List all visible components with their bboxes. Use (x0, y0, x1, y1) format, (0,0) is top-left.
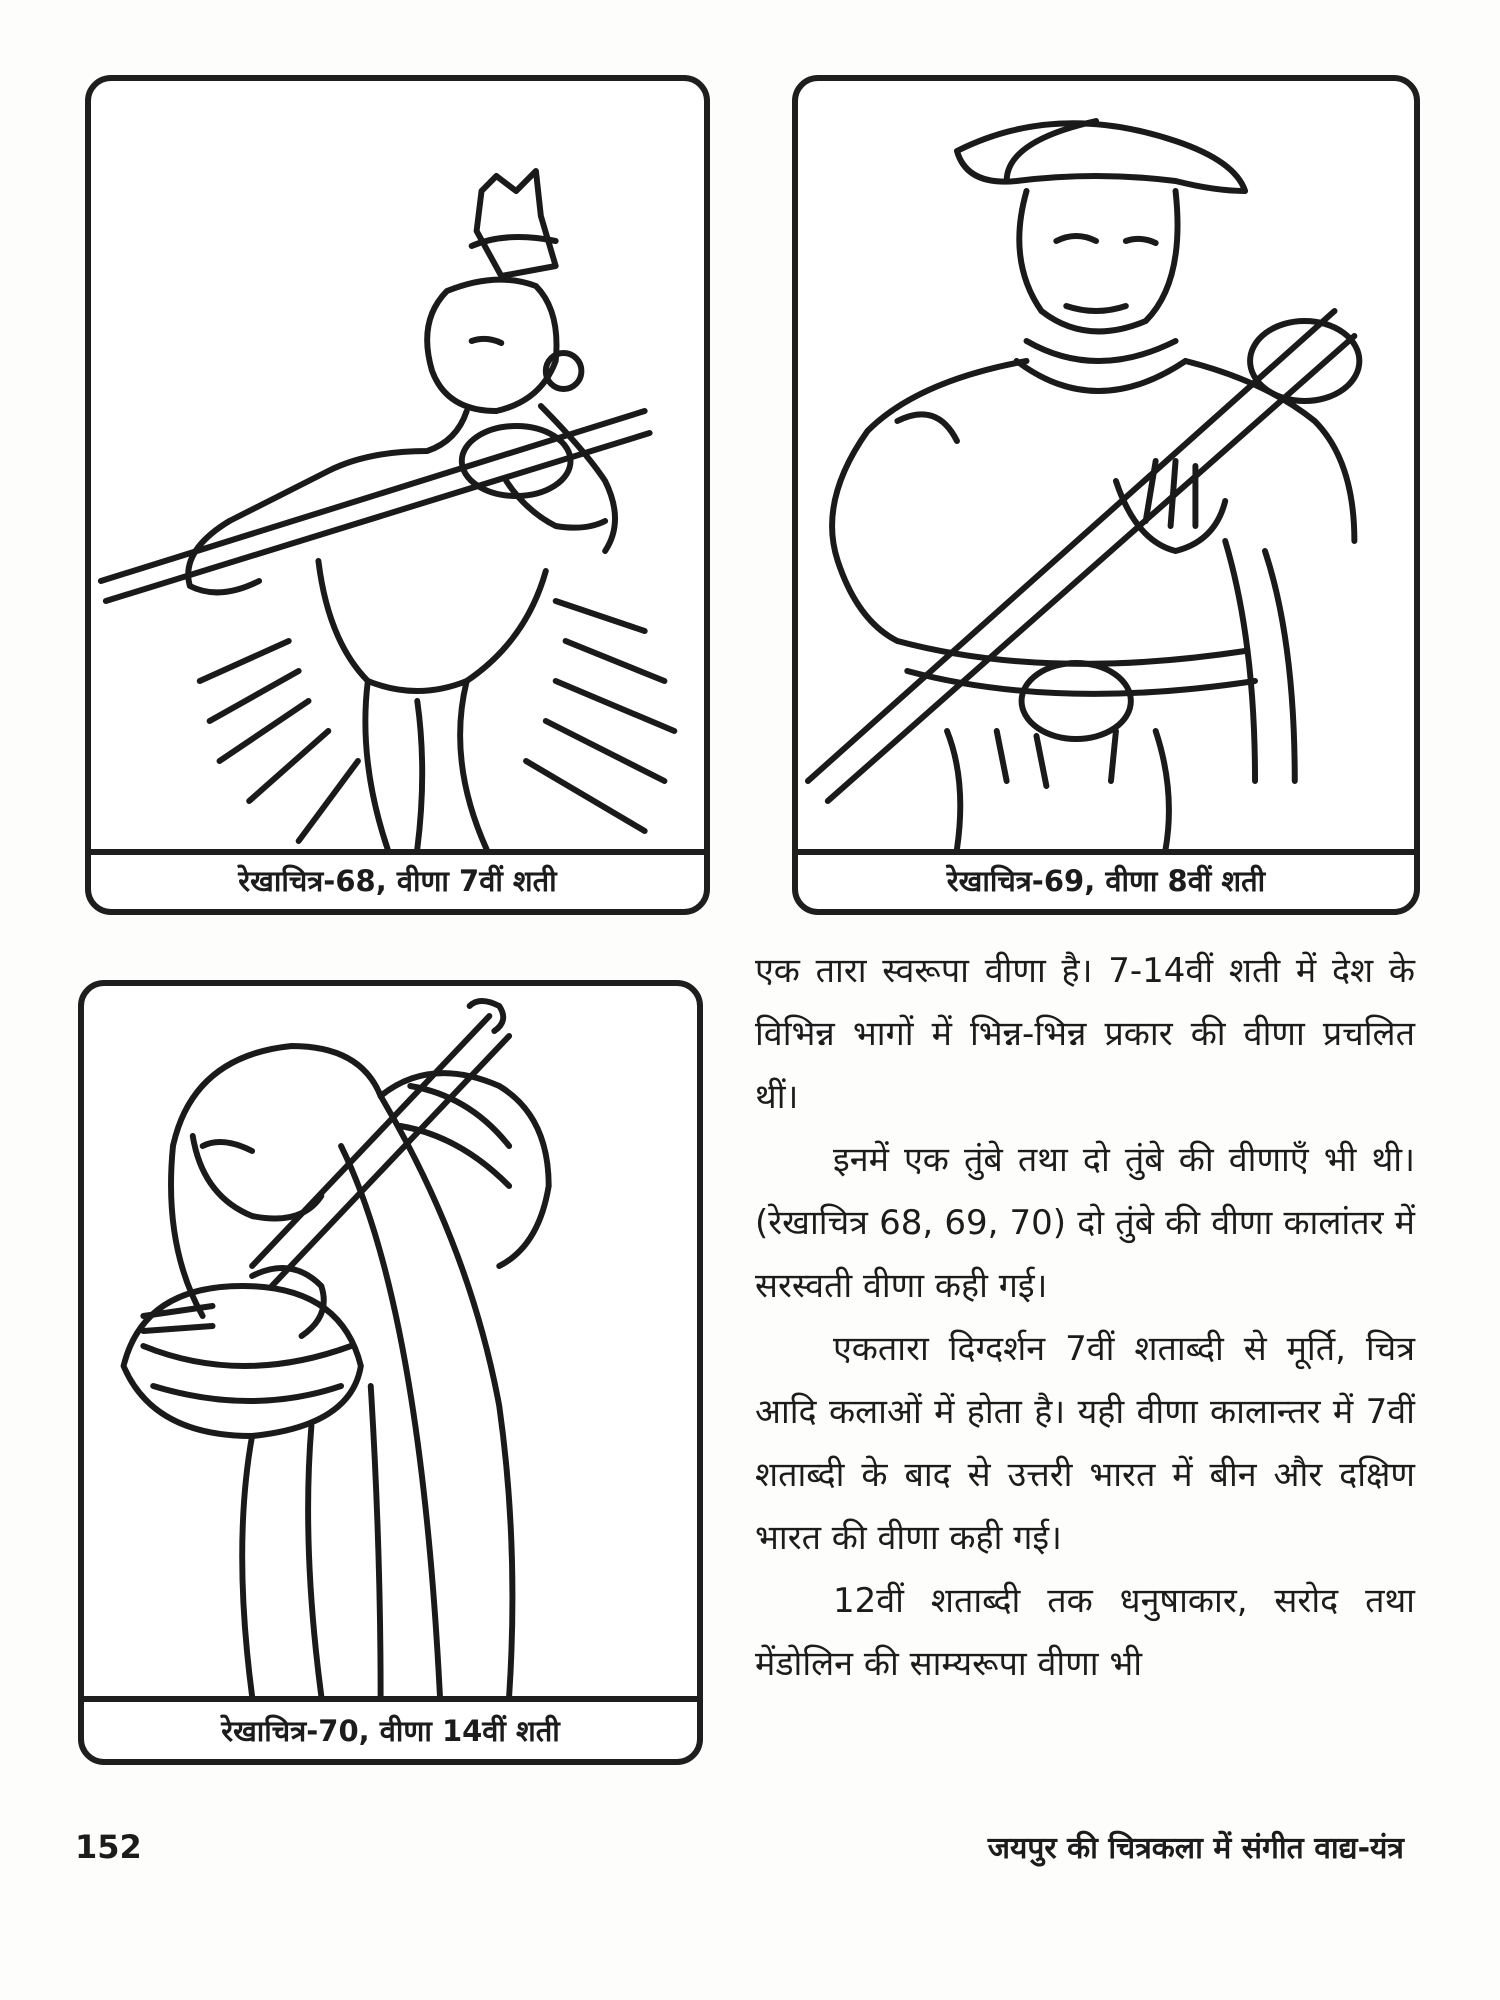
line-drawing-veena-player-69 (798, 81, 1414, 855)
paragraph: इनमें एक तुंबे तथा दो तुंबे की वीणाएँ भी थी। (रेखाचित्र 68, 69, 70) दो तुंबे की वीणा कालांतर में सरस्वती वीणा कही गई। (755, 1140, 1415, 1306)
page-number: 152 (75, 1828, 142, 1866)
figure-caption: रेखाचित्र-68, वीणा 7वीं शती (238, 864, 557, 898)
paragraph: एकतारा दिग्दर्शन 7वीं शताब्दी से मूर्ति, चित्र आदि कलाओं में होता है। यही वीणा कालान्तर में 7वीं शताब्दी के बाद से उत्तरी भारत में बीन और दक्षिण भारत की वीणा कही गई। (755, 1329, 1415, 1558)
body-text (755, 940, 1415, 1696)
figure-68 (85, 75, 710, 915)
figure-70 (78, 980, 703, 1765)
figure-69 (792, 75, 1420, 915)
paragraph: 12वीं शताब्दी तक धनुषाकार, सरोद तथा मेंडोलिन की साम्यरूपा वीणा भी (755, 1581, 1415, 1684)
running-footer-title: जयपुर की चित्रकला में संगीत वाद्य-यंत्र (987, 1831, 1404, 1866)
line-drawing-veena-player-68 (91, 81, 704, 855)
figure-caption: रेखाचित्र-70, वीणा 14वीं शती (221, 1714, 560, 1748)
figure-caption: रेखाचित्र-69, वीणा 8वीं शती (946, 864, 1266, 898)
paragraph: एक तारा स्वरूपा वीणा है। 7-14वीं शती में देश के विभिन्न भागों में भिन्न-भिन्न प्रकार की वीणा प्रचलित थीं। (755, 951, 1415, 1117)
line-drawing-veena-player-70 (84, 986, 697, 1702)
